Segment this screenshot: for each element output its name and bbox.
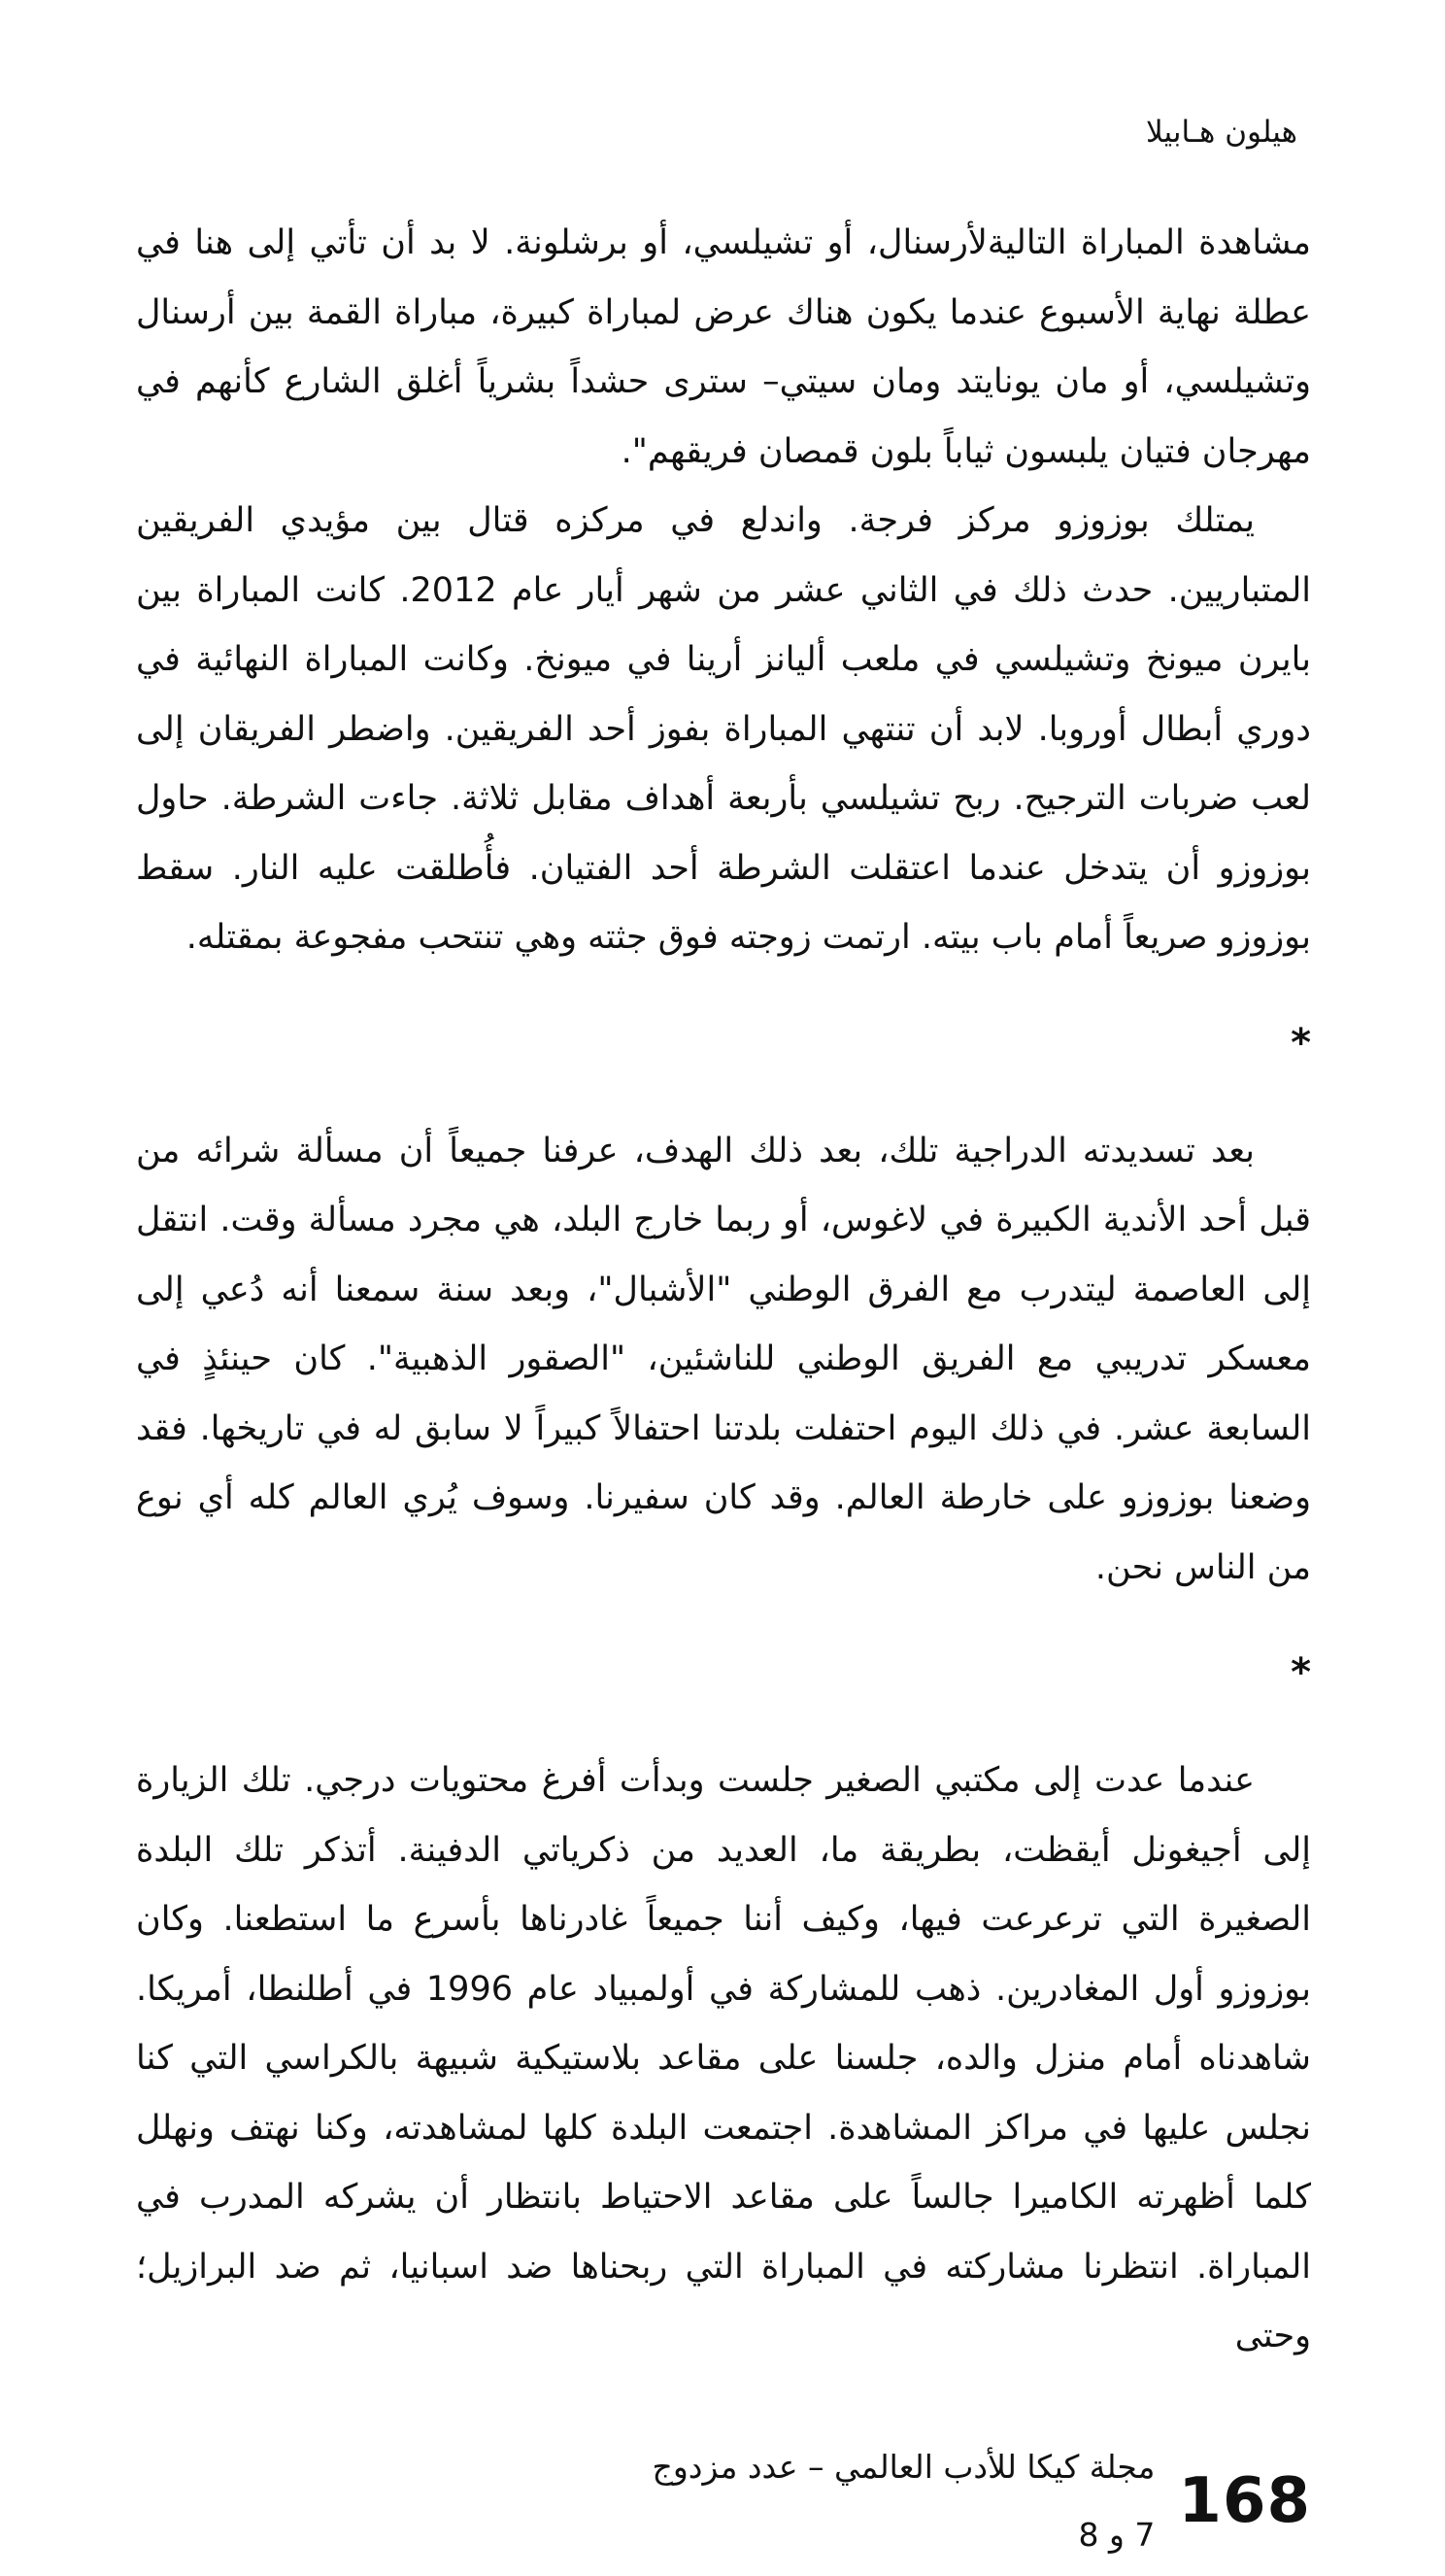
page-number: 168 <box>1178 2465 1311 2537</box>
paragraph-1: مشاهدة المباراة التاليةلأرسنال، أو تشيلسي، أو برشلونة. لا بد أن تأتي إلى هنا في عطلة نهاية الأسبوع عندما يكون هناك عرض لمباراة كبيرة، مباراة القمة بين أرسنال وتشيلسي، أو مان يونايتد ومان سيتي– سترى حشداً بشرياً أغلق الشارع كأنهم في مهرجان فتيان يلبسون ثياباً بلون قمصان فريقهم". <box>136 223 1311 471</box>
journal-title: مجلة كيكا للأدب العالمي – عدد مزدوج 7 و 8 <box>652 2448 1156 2554</box>
page-footer <box>631 2433 1311 2569</box>
paragraph-2: يمتلك بوزوزو مركز فرجة. واندلع في مركزه قتال بين مؤيدي الفريقين المتباريين. حدث ذلك في الثاني عشر من شهر أيار عام 2012. كانت المباراة بين بايرن ميونخ وتشيلسي في ملعب أليانز أرينا في ميونخ. وكانت المباراة النهائية في دوري أبطال أوروبا. لابد أن تنتهي المباراة بفوز أحد الفريقين. واضطر الفريقان إلى لعب ضربات الترجيح. ربح تشيلسي بأربعة أهداف مقابل ثلاثة. جاءت الشرطة. حاول بوزوزو أن يتدخل عندما اعتقلت الشرطة أحد الفتيان. فأُطلقت عليه النار. سقط بوزوزو صريعاً أمام باب بيته. ارتمت زوجته فوق جثته وهي تنتحب مفجوعة بمقتله. <box>136 501 1311 957</box>
section-separator: * <box>1291 1020 1311 1066</box>
running-header-author: هيلون هـابيلا <box>1146 115 1297 150</box>
section-separator: * <box>1291 1650 1311 1695</box>
body-text <box>136 209 1311 2372</box>
paragraph-4: عندما عدت إلى مكتبي الصغير جلست وبدأت أفرغ محتويات درجي. تلك الزيارة إلى أجيغونل أيقظت، بطريقة ما، العديد من ذكرياتي الدفينة. أتذكر تلك البلدة الصغيرة التي ترعرعت فيها، وكيف أننا جميعاً غادرناها بأسرع ما استطعنا. وكان بوزوزو أول المغادرين. ذهب للمشاركة في أولمبياد عام 1996 في أطلنطا، أمريكا. شاهدناه أمام منزل والده، جلسنا على مقاعد بلاستيكية شبيهة بالكراسي التي كنا نجلس عليها في مراكز المشاهدة. اجتمعت البلدة كلها لمشاهدته، وكنا نهتف ونهلل كلما أظهرته الكاميرا جالساً على مقاعد الاحتياط بانتظار أن يشركه المدرب في المباراة. انتظرنا مشاركته في المباراة التي ربحناها ضد اسبانيا، ثم ضد البرازيل؛ وحتى <box>136 1761 1311 2356</box>
paragraph-3: بعد تسديدته الدراجية تلك، بعد ذلك الهدف، عرفنا جميعاً أن مسألة شرائه من قبل أحد الأندية الكبيرة في لاغوس، أو ربما خارج البلد، هي مجرد مسألة وقت. انتقل إلى العاصمة ليتدرب مع الفرق الوطني "الأشبال"، وبعد سنة سمعنا أنه دُعي إلى معسكر تدريبي مع الفريق الوطني للناشئين، "الصقور الذهبية". كان حينئذٍ في السابعة عشر. في ذلك اليوم احتفلت بلدتنا احتفالاً كبيراً لا سابق له في تاريخها. فقد وضعنا بوزوزو على خارطة العالم. وقد كان سفيرنا. وسوف يُري العالم كله أي نوع من الناس نحن. <box>136 1131 1311 1587</box>
